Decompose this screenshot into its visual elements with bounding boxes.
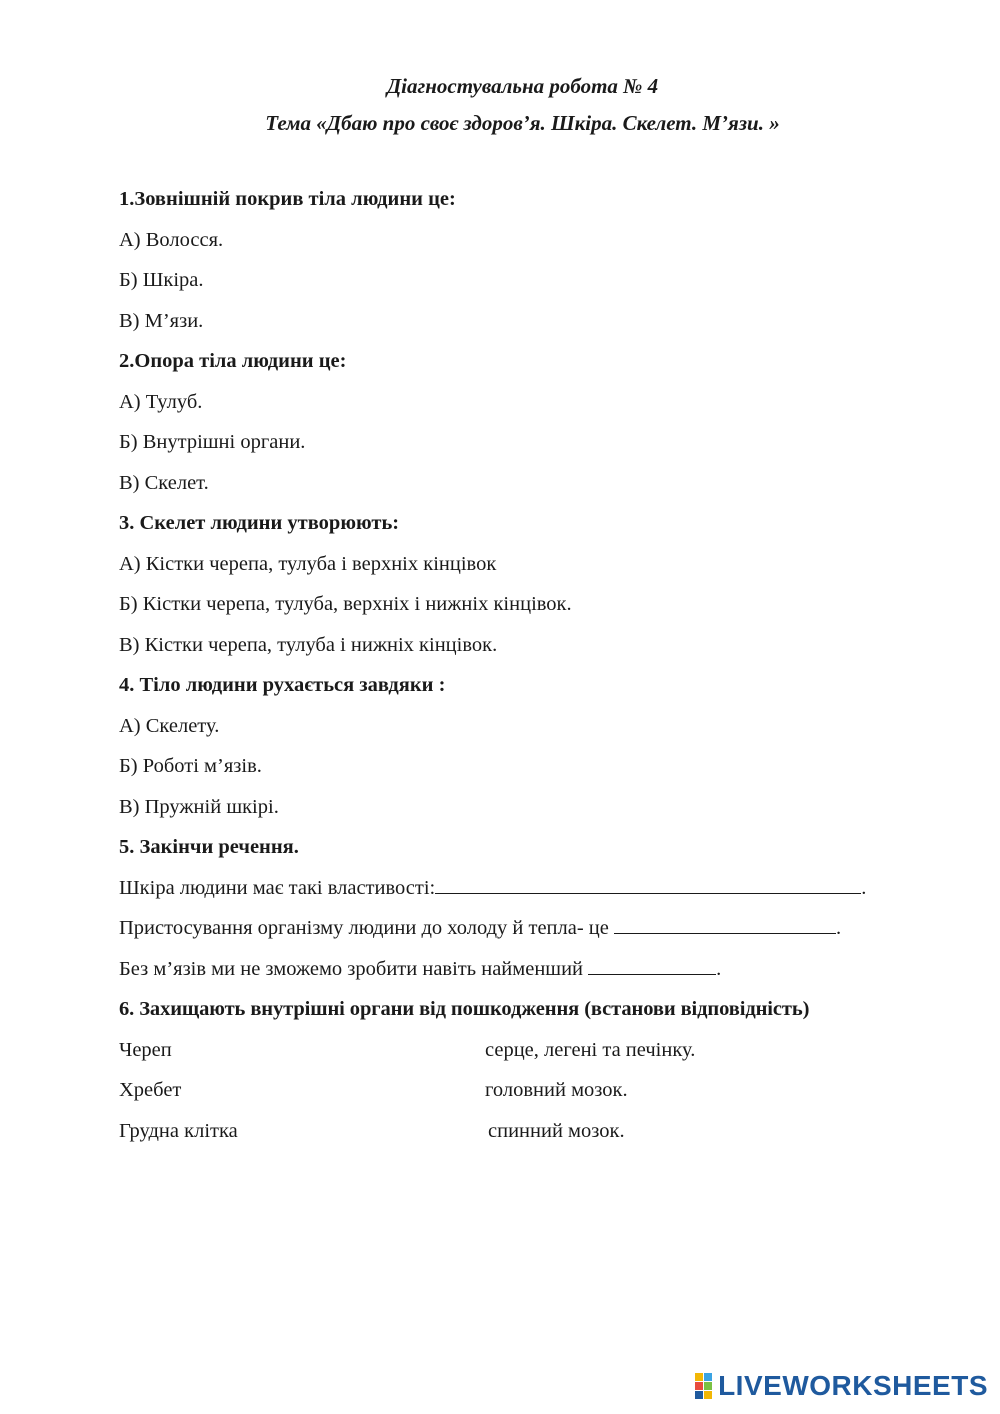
liveworksheets-logo-icon	[695, 1373, 712, 1399]
question-5: 5. Закінчи речення.	[119, 836, 299, 858]
document-header	[0, 68, 1000, 142]
q6-left-item-3[interactable]: Грудна клітка	[119, 1119, 238, 1142]
question-3: 3. Скелет людини утворюють:	[119, 512, 400, 534]
document-topic: Тема «Дбаю про своє здоров’я. Шкіра. Скелет. М’язи. »	[265, 111, 780, 135]
q6-right-item-3[interactable]: спинний мозок.	[488, 1119, 625, 1142]
q6-right-item-2[interactable]: головний мозок.	[485, 1079, 628, 1101]
q1-option-a: А) Волосся.	[119, 228, 224, 251]
q5-sentence-2	[119, 908, 939, 949]
q4-option-b: Б) Роботі м’язів.	[119, 755, 262, 777]
q2-option-a: А) Тулуб.	[119, 390, 203, 413]
q4-option-a: А) Скелету.	[119, 714, 220, 737]
q3-option-a: А) Кістки черепа, тулуба і верхніх кінцівок	[119, 552, 497, 575]
q1-option-c: В) М’язи.	[119, 309, 204, 332]
q5-sentence-3-end: .	[716, 957, 722, 980]
q5-blank-3[interactable]	[588, 954, 716, 975]
worksheet-body	[119, 179, 939, 1151]
q2-option-b: Б) Внутрішні органи.	[119, 431, 306, 453]
q6-match-row-1	[119, 1030, 939, 1071]
liveworksheets-logo[interactable]	[695, 1368, 988, 1404]
q4-option-c: В) Пружній шкірі.	[119, 795, 279, 818]
logo-text: LIVEWORKSHEETS	[718, 1370, 988, 1401]
q6-match-row-2	[119, 1070, 939, 1111]
q5-sentence-1	[119, 868, 939, 909]
q5-blank-2[interactable]	[614, 913, 836, 934]
question-4: 4. Тіло людини рухається завдяки :	[119, 674, 446, 696]
q6-left-item-1[interactable]: Череп	[119, 1038, 172, 1061]
q6-match-row-3	[119, 1111, 939, 1152]
question-6: 6. Захищають внутрішні органи від пошкодження (встанови відповідність)	[119, 998, 810, 1020]
q5-sentence-1-end: .	[861, 876, 867, 899]
q3-option-c: В) Кістки черепа, тулуба і нижніх кінцівок.	[119, 633, 498, 656]
q5-sentence-2-text: Пристосування організму людини до холоду й тепла- це	[119, 917, 615, 939]
q3-option-b: Б) Кістки черепа, тулуба, верхніх і нижніх кінцівок.	[119, 593, 572, 615]
q5-blank-1[interactable]	[435, 873, 861, 894]
question-2: 2.Опора тіла людини це:	[119, 350, 347, 372]
q1-option-b: Б) Шкіра.	[119, 269, 204, 291]
question-1: 1.Зовнішній покрив тіла людини це:	[119, 188, 456, 210]
q2-option-c: В) Скелет.	[119, 471, 209, 494]
document-title: Діагностувальна робота № 4	[386, 74, 659, 98]
q6-right-item-1[interactable]: серце, легені та печінку.	[485, 1038, 696, 1061]
q6-left-item-2[interactable]: Хребет	[119, 1079, 182, 1101]
q5-sentence-3-text: Без м’язів ми не зможемо зробити навіть найменший	[119, 957, 589, 980]
q5-sentence-3	[119, 949, 939, 990]
q5-sentence-2-end: .	[836, 917, 842, 939]
q5-sentence-1-text: Шкіра людини має такі властивості:	[119, 876, 436, 899]
